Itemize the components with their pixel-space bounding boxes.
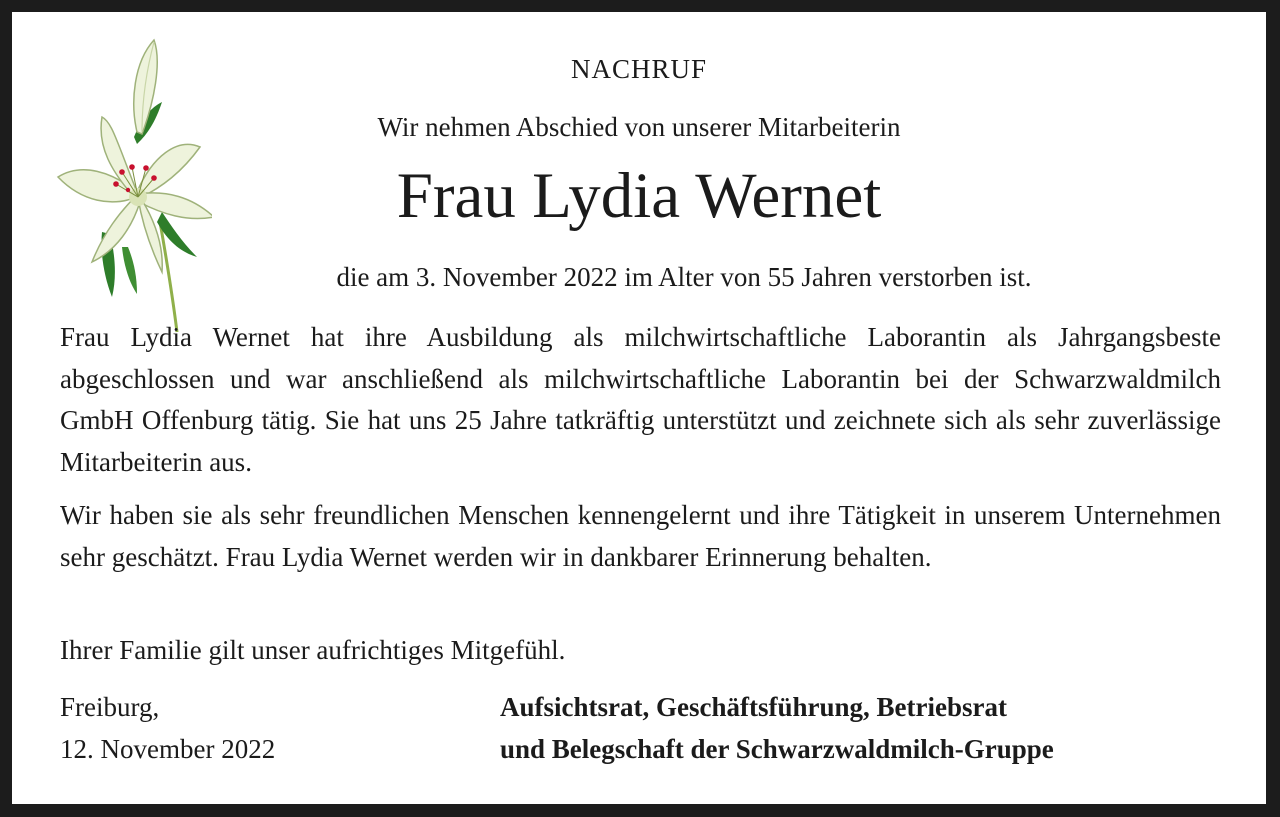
date: 12. November 2022 — [60, 733, 276, 764]
paragraph-condolence: Ihrer Familie gilt unser aufrichtiges Mitgefühl. — [60, 635, 566, 665]
death-line: die am 3. November 2022 im Alter von 55 Jahren verstorben ist. — [336, 262, 1032, 292]
intro-line: Wir nehmen Abschied von unserer Mitarbeiterin — [377, 112, 901, 142]
signer-block — [500, 687, 1054, 770]
place: Freiburg, — [60, 692, 160, 722]
deceased-name: Frau Lydia Wernet — [396, 160, 882, 232]
place-date-block — [60, 687, 275, 770]
notice-heading: NACHRUF — [570, 54, 708, 84]
obituary-notice — [12, 12, 1266, 804]
signer-line: Aufsichtsrat, Geschäftsführung, Betriebsrat — [500, 692, 1007, 722]
paragraph-career: Frau Lydia Wernet hat ihre Ausbildung als milchwirtschaftliche Laborantin als Jahrgangsbeste abgeschlossen und war anschließend als milchwirtschaftliche Laborantin bei der Schwarzwaldmilch GmbH Offenburg tätig. Sie hat uns 25 Jahre tatkräftig unterstützt und zeichnete sich als sehr zuverlässige Mitarbeiterin aus. — [60, 322, 1221, 477]
paragraph-appreciation: Wir haben sie als sehr freundlichen Menschen kennengelernt und ihre Tätigkeit in unserem Unternehmen sehr geschätzt. Frau Lydia Wernet werden wir in dankbarer Erinnerung behalten. — [60, 500, 1221, 572]
signer-line: und Belegschaft der Schwarzwaldmilch-Gruppe — [500, 733, 1054, 764]
